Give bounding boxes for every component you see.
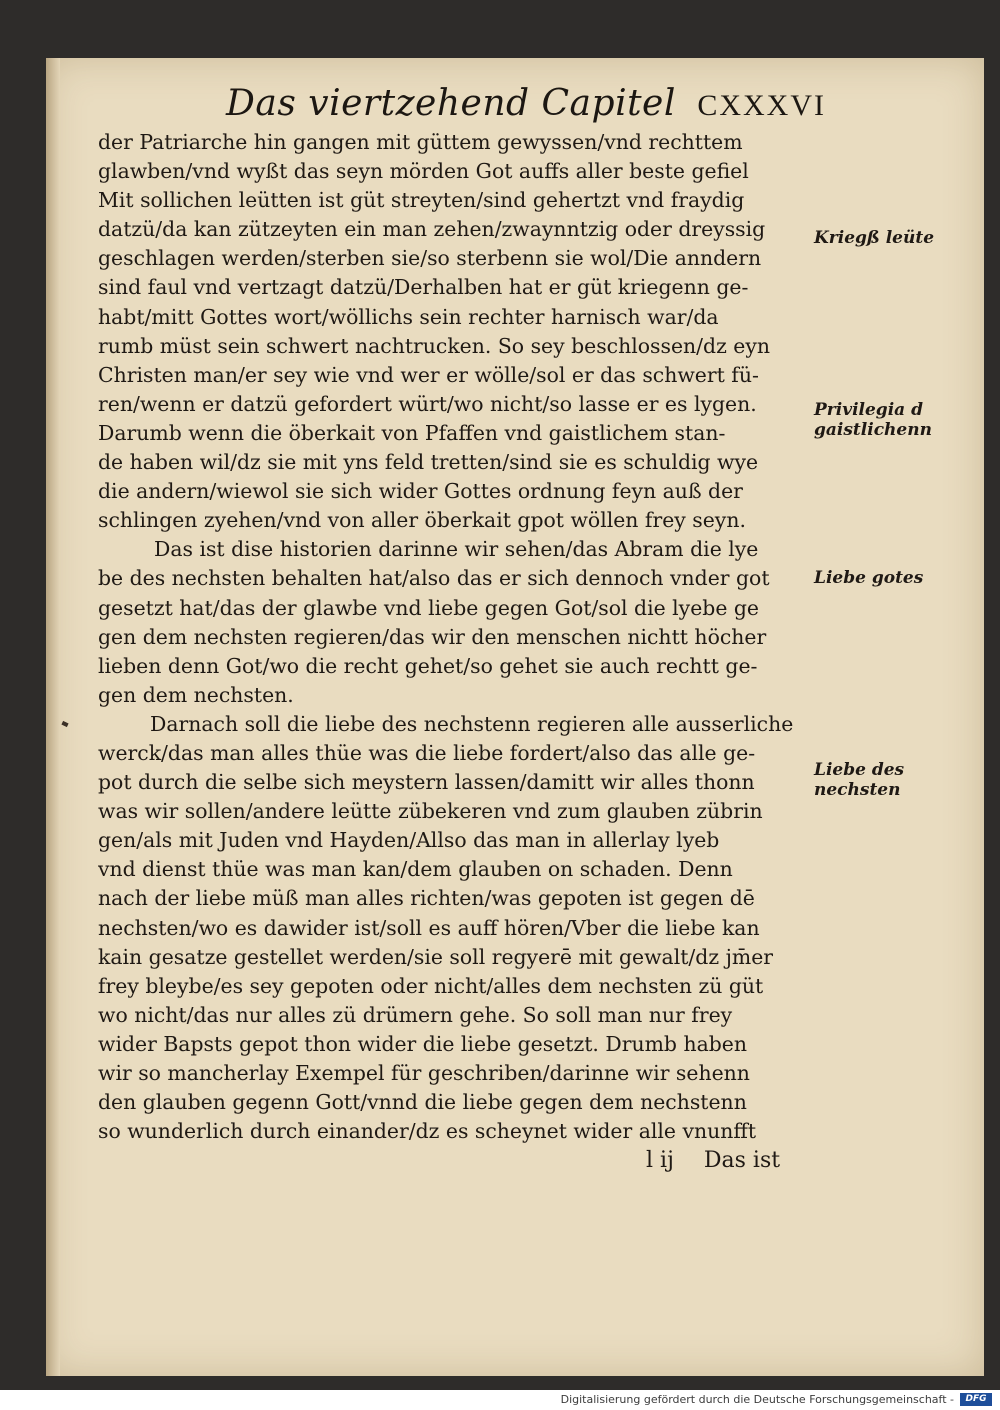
catchword-text: Das ist — [703, 1148, 781, 1173]
chapter-title: Das viertzehend Capitel — [226, 83, 676, 124]
text-line: gen dem nechsten. — [98, 682, 294, 707]
text-line: werck/das man alles thüe was die liebe fordert/also das alle ge- — [98, 740, 756, 765]
text-line: be des nechsten behalten hat/also das er sich dennoch vnder got — [98, 566, 770, 591]
text-line: vnd dienst thüe was man kan/dem glauben on schaden. Denn — [98, 857, 733, 882]
text-line: frey bleybe/es sey gepoten oder nicht/alles dem nechsten zü güt — [98, 973, 764, 998]
ink-mark — [61, 721, 68, 727]
text-line: lieben denn Got/wo die recht gehet/so gehet sie auch rechtt ge- — [98, 653, 758, 678]
text-line: gesetzt hat/das der glawbe vnd liebe gegen Got/sol die lyebe ge — [98, 595, 759, 620]
book-page — [46, 58, 984, 1376]
text-line: Mit sollichen leütten ist güt streyten/sind gehertzt vnd fraydig — [98, 188, 745, 213]
paragraph-start-line: Darnach soll die liebe des nechstenn regieren alle ausserliche — [150, 711, 794, 736]
body-text — [98, 128, 818, 1146]
text-line: ren/wenn er datzü gefordert würt/wo nicht/so lasse er es lygen. — [98, 391, 757, 416]
folio-number: CXXXVI — [697, 89, 826, 122]
catchword — [646, 1148, 810, 1173]
text-line: was wir sollen/andere leütte zübekeren vnd zum glauben zübrin — [98, 799, 763, 824]
text-line: geschlagen werden/sterben sie/so sterbenn sie wol/Die anndern — [98, 246, 762, 271]
text-line: Christen man/er sey wie vnd wer er wölle/sol er das schwert fü- — [98, 362, 759, 387]
text-line: nechsten/wo es dawider ist/soll es auff hören/Vber die liebe kan — [98, 915, 760, 940]
signature-mark: l ij — [646, 1148, 674, 1173]
text-line: sind faul vnd vertzagt datzü/Derhalben hat er güt kriegenn ge- — [98, 275, 749, 300]
text-line: schlingen zyehen/vnd von aller öberkait gpot wöllen frey seyn. — [98, 508, 746, 533]
dfg-logo: DFG — [960, 1393, 992, 1406]
marginal-note: Privilegia d gaistlichenn — [814, 400, 932, 440]
text-line: gen/als mit Juden vnd Hayden/Allso das man in allerlay lyeb — [98, 828, 720, 853]
text-line: datzü/da kan zützeyten ein man zehen/zwaynntzig oder dreyssig — [98, 217, 766, 242]
text-line: kain gesatze gestellet werden/sie soll regyerē mit gewalt/dz jm̄er — [98, 944, 774, 969]
text-line: so wunderlich durch einander/dz es scheynet wider alle vnunfft — [98, 1119, 757, 1144]
text-line: der Patriarche hin gangen mit güttem gewyssen/vnd rechttem — [98, 130, 743, 154]
text-line: Darumb wenn die öberkait von Pfaffen vnd gaistlichem stan- — [98, 420, 726, 445]
text-line: de haben wil/dz sie mit yns feld tretten/sind sie es schuldig wye — [98, 450, 759, 475]
text-line: die andern/wiewol sie sich wider Gottes ordnung feyn auß der — [98, 479, 743, 504]
marginal-note: Kriegß leüte — [814, 228, 935, 248]
text-line: pot durch die selbe sich meystern lassen/damitt wir alles thonn — [98, 770, 755, 795]
text-line: rumb müst sein schwert nachtrucken. So sey beschlossen/dz eyn — [98, 333, 771, 358]
marginal-note: Liebe des nechsten — [814, 760, 905, 800]
text-line: habt/mitt Gottes wort/wöllichs sein rechter harnisch war/da — [98, 304, 719, 329]
text-line: gen dem nechsten regieren/das wir den menschen nichtt höcher — [98, 624, 767, 649]
text-line: wir so mancherlay Exempel für geschriben/darinne wir sehenn — [98, 1061, 750, 1085]
text-line: glawben/vnd wyßt das seyn mörden Got auffs aller beste gefiel — [98, 159, 749, 184]
text-line: wo nicht/das nur alles zü drümern gehe. So soll man nur frey — [98, 1002, 733, 1027]
paragraph-start-line: Das ist dise historien darinne wir sehen/das Abram die lye — [154, 537, 759, 562]
text-line: den glauben gegenn Gott/vnnd die liebe gegen dem nechstenn — [98, 1090, 747, 1115]
marginal-note: Liebe gotes — [814, 568, 924, 588]
funding-notice: Digitalisierung gefördert durch die Deutsche Forschungsgemeinschaft - — [560, 1393, 954, 1406]
text-line: nach der liebe müß man alles richten/was gepoten ist gegen dē — [98, 886, 755, 911]
page-gutter — [46, 58, 60, 1376]
text-line: wider Bapsts gepot thon wider die liebe gesetzt. Drumb haben — [98, 1031, 748, 1056]
footer-bar — [0, 1390, 1000, 1410]
